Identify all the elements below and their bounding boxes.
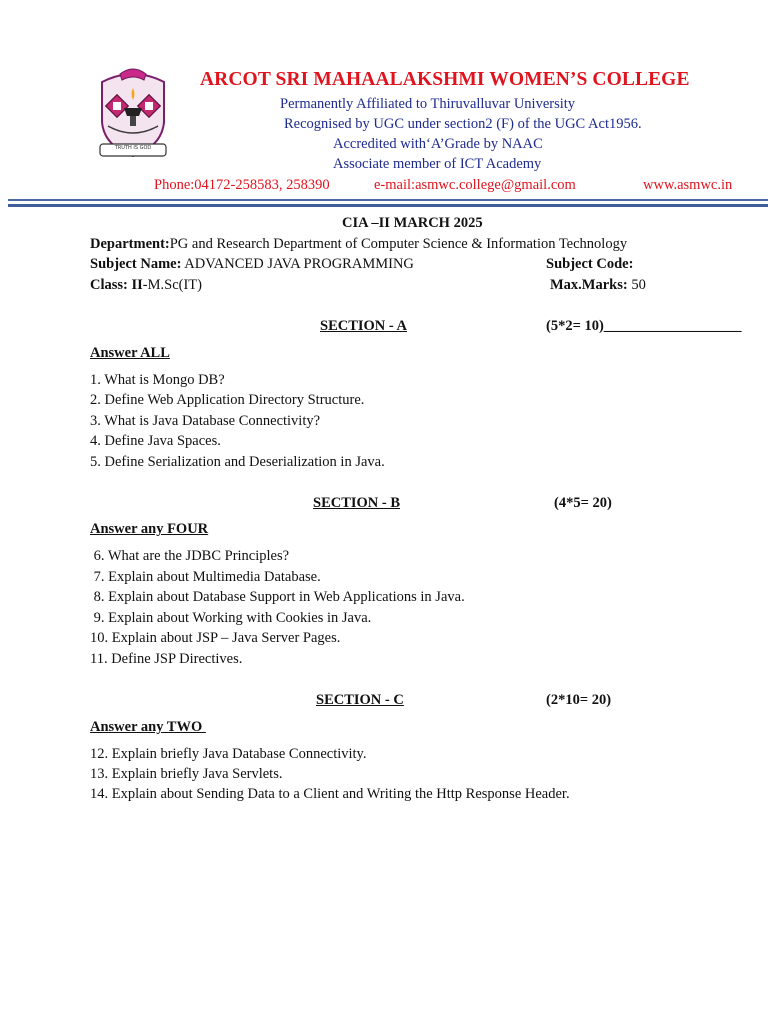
membership-line: Associate member of ICT Academy: [333, 156, 542, 172]
subject-line: [90, 256, 414, 273]
header-divider-bottom: [8, 204, 768, 207]
header-divider-top: [8, 199, 768, 201]
question-6: 6. What are the JDBC Principles?: [90, 548, 290, 564]
class-line: [90, 277, 202, 294]
class-value: -M.Sc(IT): [142, 277, 202, 293]
subject-label: Subject Name:: [90, 256, 182, 272]
question-2: 2. Define Web Application Directory Structure.: [90, 392, 365, 408]
department-line: [90, 236, 627, 253]
question-10: 10. Explain about JSP – Java Server Pages.: [90, 630, 341, 646]
subject-code: Subject Code:: [546, 256, 634, 272]
department-value: PG and Research Department of Computer Science & Information Technology: [169, 236, 628, 252]
question-14: 14. Explain about Sending Data to a Client and Writing the Http Response Header.: [90, 786, 570, 802]
section-c-marks: (2*10= 20): [546, 692, 612, 708]
logo-motto: TRUTH IS GOD: [114, 145, 152, 151]
recognition-line: Recognised by UGC under section2 (F) of the UGC Act1956.: [284, 116, 642, 132]
section-c-instruction: Answer any TWO: [90, 719, 206, 735]
section-b-instruction: Answer any FOUR: [90, 521, 209, 537]
section-a-marks: (5*2= 10)___________________: [546, 318, 742, 334]
college-name: ARCOT SRI MAHAALAKSHMI WOMEN’S COLLEGE: [200, 69, 690, 90]
subject-value: ADVANCED JAVA PROGRAMMING: [181, 256, 414, 272]
max-marks-label: Max.Marks:: [550, 277, 628, 293]
section-c-heading: SECTION - C: [316, 692, 404, 708]
question-4: 4. Define Java Spaces.: [90, 433, 221, 449]
website-link[interactable]: www.asmwc.in: [643, 177, 733, 193]
question-5: 5. Define Serialization and Deserialization in Java.: [90, 454, 385, 470]
phone-text: Phone:04172-258583, 258390: [154, 177, 330, 193]
question-11: 11. Define JSP Directives.: [90, 651, 243, 667]
email-link[interactable]: e-mail:asmwc.college@gmail.com: [374, 177, 576, 193]
question-9: 9. Explain about Working with Cookies in Java.: [90, 610, 372, 626]
accreditation-line: Accredited with‘A’Grade by NAAC: [333, 136, 543, 152]
max-marks-value: 50: [627, 277, 646, 293]
affiliation-line: Permanently Affiliated to Thiruvalluvar University: [280, 96, 576, 112]
section-a-instruction: Answer ALL: [90, 345, 170, 361]
question-7: 7. Explain about Multimedia Database.: [90, 569, 321, 585]
section-b-marks: (4*5= 20): [554, 495, 612, 511]
department-label: Department:: [90, 236, 170, 252]
max-marks: [550, 277, 646, 294]
section-b-heading: SECTION - B: [313, 495, 401, 511]
class-label: Class: II: [90, 277, 143, 293]
question-12: 12. Explain briefly Java Database Connectivity.: [90, 746, 367, 762]
question-1: 1. What is Mongo DB?: [90, 372, 225, 388]
question-8: 8. Explain about Database Support in Web Applications in Java.: [90, 589, 465, 605]
question-13: 13. Explain briefly Java Servlets.: [90, 766, 283, 782]
section-a-heading: SECTION - A: [320, 318, 408, 334]
exam-title: CIA –II MARCH 2025: [342, 215, 483, 231]
question-3: 3. What is Java Database Connectivity?: [90, 413, 321, 429]
